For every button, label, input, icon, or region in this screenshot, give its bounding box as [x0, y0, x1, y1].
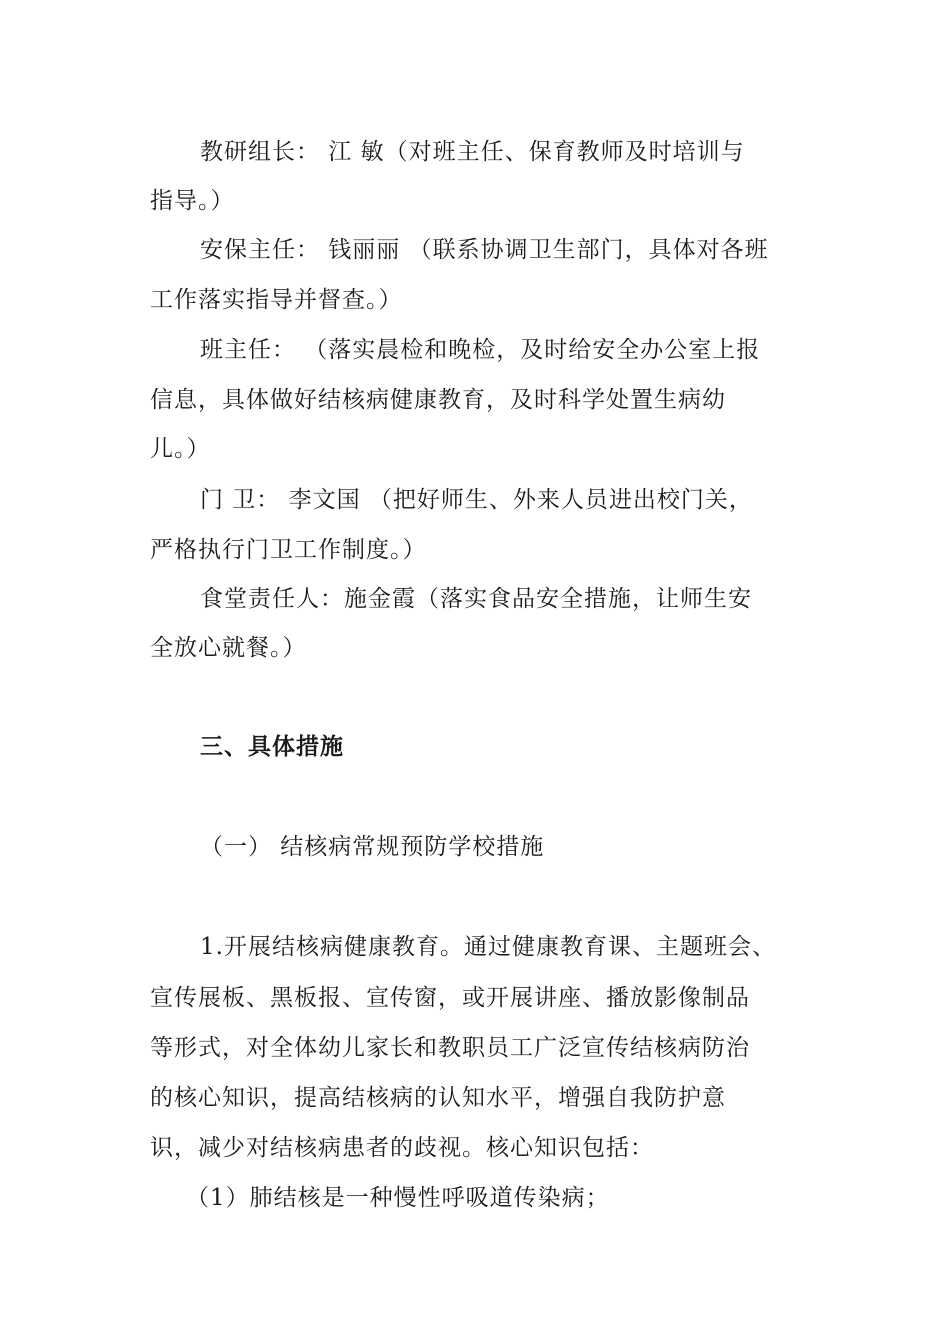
text-line-measure-1: 1.开展结核病健康教育。通过健康教育课、主题班会、: [200, 934, 776, 960]
text-line: 识，减少对结核病患者的歧视。核心知识包括：: [150, 1135, 654, 1161]
text-line: 儿。）: [150, 436, 211, 462]
text-line-canteen-head: 食堂责任人：施金霞（落实食品安全措施，让师生安: [200, 586, 752, 612]
text-line-class-teacher: 班主任： （落实晨检和晚检，及时给安全办公室上报: [200, 337, 761, 363]
text-line-gatekeeper: 门 卫： 李文国 （把好师生、外来人员进出校门关，: [200, 487, 753, 513]
section-heading: 三、具体措施: [200, 733, 344, 760]
list-item: （1）肺结核是一种慢性呼吸道传染病；: [186, 1185, 610, 1211]
text-line-teaching-head: 教研组长： 江 敏（对班主任、保育教师及时培训与: [200, 139, 745, 165]
text-line: 指导。）: [150, 188, 235, 214]
text-line: 信息，具体做好结核病健康教育，及时科学处置生病幼: [150, 387, 726, 413]
text-line: 宣传展板、黑板报、宣传窗，或开展讲座、播放影像制品: [150, 985, 750, 1011]
text-line: 全放心就餐。）: [150, 635, 307, 661]
text-line-security-head: 安保主任： 钱丽丽 （联系协调卫生部门，具体对各班: [200, 237, 769, 263]
subsection-heading: （一） 结核病常规预防学校措施: [200, 834, 545, 860]
text-line: 工作落实指导并督查。）: [150, 287, 403, 313]
text-line: 等形式，对全体幼儿家长和教职员工广泛宣传结核病防治: [150, 1035, 750, 1061]
text-line: 的核心知识，提高结核病的认知水平，增强自我防护意: [150, 1085, 726, 1111]
text-line: 严格执行门卫工作制度。）: [150, 537, 427, 563]
